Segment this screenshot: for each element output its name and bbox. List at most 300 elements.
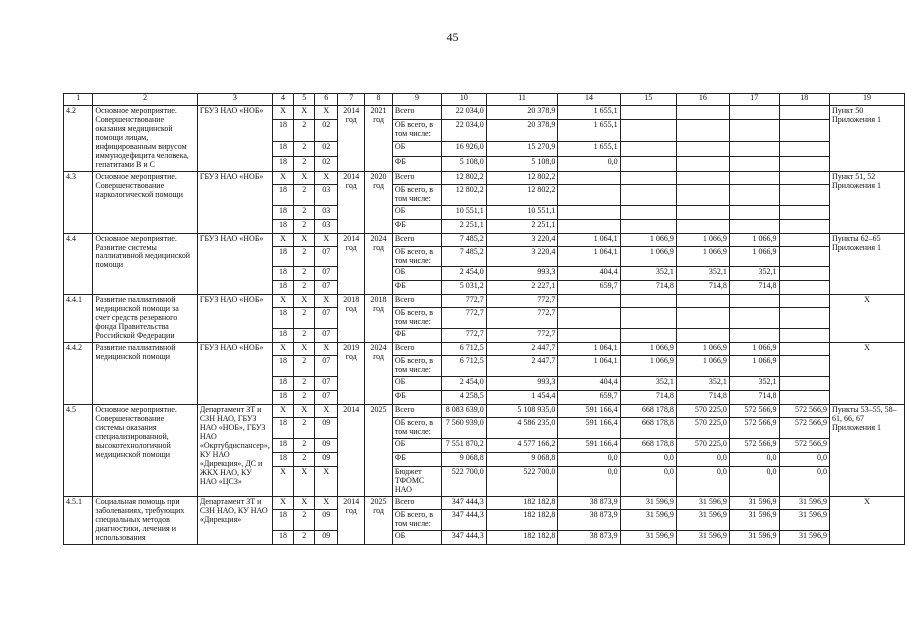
amount-cell: 38 873,9 [558, 530, 620, 544]
activity-name-cell: Основное мероприятие. Совершенствование системы оказания специализированной, высокотехнологичной медицинской помощи [93, 405, 197, 497]
code-cell: Х [294, 405, 315, 418]
code-cell: 2 [294, 156, 315, 171]
amount-cell: 714,8 [620, 281, 676, 295]
column-number-7: 7 [338, 94, 365, 106]
executor-cell: ГБУЗ НАО «НОБ» [197, 295, 272, 343]
code-cell: 07 [315, 329, 338, 343]
table-row [64, 171, 905, 184]
amount-cell: 668 178,8 [620, 418, 676, 439]
amount-cell: 772,7 [442, 295, 487, 308]
column-number-2: 2 [93, 94, 197, 106]
amount-cell: 659,7 [558, 391, 620, 405]
column-number-18: 18 [779, 94, 829, 106]
amount-cell: 993,3 [486, 267, 558, 281]
reference-note-cell: Пункты 53–55, 58–61, 66, 67 Приложения 1 [829, 405, 904, 497]
code-cell: 18 [272, 391, 293, 405]
amount-cell [779, 343, 829, 356]
funding-source-cell: ФБ [392, 329, 441, 343]
amount-cell [779, 308, 829, 329]
code-cell: 18 [272, 453, 293, 467]
amount-cell: 182 182,8 [486, 510, 558, 531]
code-cell: 07 [315, 281, 338, 295]
code-cell: 09 [315, 439, 338, 453]
code-cell: 2 [294, 184, 315, 205]
amount-cell: 714,8 [729, 391, 779, 405]
column-number-11: 11 [486, 94, 558, 106]
code-cell: 02 [315, 141, 338, 156]
code-cell: 2 [294, 530, 315, 544]
amount-cell: 4 577 166,2 [486, 439, 558, 453]
table-row [64, 405, 905, 418]
funding-source-cell: ОБ всего, в том числе: [392, 356, 441, 377]
amount-cell [779, 246, 829, 267]
budget-table [63, 93, 905, 545]
code-cell: 18 [272, 510, 293, 531]
code-cell: 18 [272, 141, 293, 156]
funding-source-cell: ФБ [392, 453, 441, 467]
funding-source-cell: ОБ всего, в том числе: [392, 184, 441, 205]
amount-cell: 0,0 [558, 467, 620, 497]
amount-cell: 772,7 [442, 308, 487, 329]
amount-cell: 2 251,1 [442, 219, 487, 233]
column-number-10: 10 [442, 94, 487, 106]
column-number-14: 14 [558, 94, 620, 106]
amount-cell: 22 034,0 [442, 106, 487, 120]
code-cell: 2 [294, 453, 315, 467]
amount-cell [676, 171, 729, 184]
amount-cell: 1 064,1 [558, 233, 620, 246]
amount-cell [558, 308, 620, 329]
amount-cell [620, 171, 676, 184]
amount-cell: 572 566,9 [779, 405, 829, 418]
code-cell: Х [294, 343, 315, 356]
code-cell: 18 [272, 356, 293, 377]
amount-cell [558, 219, 620, 233]
amount-cell [729, 171, 779, 184]
start-year-cell: 2014 год [338, 171, 365, 233]
amount-cell: 1 066,9 [729, 343, 779, 356]
reference-note-cell: Пункты 62–65 Приложения 1 [829, 233, 904, 295]
code-cell: 09 [315, 510, 338, 531]
amount-cell: 10 551,1 [486, 205, 558, 219]
amount-cell: 0,0 [558, 156, 620, 171]
column-number-row [64, 94, 905, 106]
amount-cell: 668 178,8 [620, 439, 676, 453]
amount-cell: 38 873,9 [558, 497, 620, 510]
activity-name-cell: Основное мероприятие. Развитие системы паллиативной медицинской помощи [93, 233, 197, 295]
amount-cell [779, 156, 829, 171]
amount-cell [676, 156, 729, 171]
amount-cell: 0,0 [676, 467, 729, 497]
code-cell: 18 [272, 329, 293, 343]
amount-cell [729, 141, 779, 156]
amount-cell: 2 454,0 [442, 267, 487, 281]
amount-cell: 20 378,9 [486, 119, 558, 141]
amount-cell: 772,7 [486, 308, 558, 329]
funding-source-cell: ОБ [392, 267, 441, 281]
amount-cell: 7 485,2 [442, 246, 487, 267]
reference-note-cell: Пункт 50 Приложения 1 [829, 106, 904, 172]
row-number-cell: 4.4.1 [64, 295, 93, 343]
amount-cell: 1 066,9 [729, 356, 779, 377]
amount-cell: 0,0 [620, 467, 676, 497]
start-year-cell: 2019 год [338, 343, 365, 405]
column-number-4: 4 [272, 94, 293, 106]
amount-cell: 404,4 [558, 377, 620, 391]
amount-cell [620, 156, 676, 171]
amount-cell: 1 064,1 [558, 343, 620, 356]
column-number-9: 9 [392, 94, 441, 106]
code-cell: 07 [315, 377, 338, 391]
funding-source-cell: Бюджет ТФОМС НАО [392, 467, 441, 497]
amount-cell: 3 220,4 [486, 233, 558, 246]
amount-cell: 570 225,0 [676, 439, 729, 453]
funding-source-cell: Всего [392, 233, 441, 246]
funding-source-cell: Всего [392, 171, 441, 184]
activity-name-cell: Социальная помощь при заболеваниях, требующих специальных методов диагностики, лечения и использования [93, 497, 197, 545]
amount-cell: 2 447,7 [486, 343, 558, 356]
amount-cell: 7 485,2 [442, 233, 487, 246]
code-cell: 18 [272, 119, 293, 141]
amount-cell [558, 184, 620, 205]
funding-source-cell: ОБ всего, в том числе: [392, 246, 441, 267]
code-cell: 02 [315, 156, 338, 171]
amount-cell: 1 066,9 [729, 233, 779, 246]
amount-cell: 572 566,9 [779, 418, 829, 439]
amount-cell [620, 119, 676, 141]
amount-cell: 22 034,0 [442, 119, 487, 141]
table-row [64, 343, 905, 356]
code-cell: Х [272, 295, 293, 308]
amount-cell [729, 219, 779, 233]
code-cell: 07 [315, 391, 338, 405]
start-year-cell: 2014 год [338, 233, 365, 295]
amount-cell: 0,0 [779, 453, 829, 467]
amount-cell: 0,0 [620, 453, 676, 467]
end-year-cell: 2024 год [365, 233, 393, 295]
amount-cell [729, 205, 779, 219]
amount-cell: 404,4 [558, 267, 620, 281]
table-row [64, 106, 905, 120]
funding-source-cell: Всего [392, 295, 441, 308]
amount-cell: 352,1 [729, 377, 779, 391]
code-cell: 03 [315, 219, 338, 233]
amount-cell: 9 068,8 [442, 453, 487, 467]
funding-source-cell: ОБ [392, 141, 441, 156]
amount-cell [620, 106, 676, 120]
amount-cell: 1 066,9 [676, 343, 729, 356]
amount-cell: 352,1 [676, 267, 729, 281]
amount-cell: 16 926,0 [442, 141, 487, 156]
reference-note-cell: Пункт 51, 52 Приложения 1 [829, 171, 904, 233]
amount-cell: 572 566,9 [729, 439, 779, 453]
funding-source-cell: ОБ всего, в том числе: [392, 119, 441, 141]
code-cell: 2 [294, 356, 315, 377]
amount-cell: 5 108 935,0 [486, 405, 558, 418]
amount-cell: 8 083 639,0 [442, 405, 487, 418]
amount-cell [779, 391, 829, 405]
end-year-cell: 2024 год [365, 343, 393, 405]
code-cell: Х [294, 497, 315, 510]
amount-cell: 3 220,4 [486, 246, 558, 267]
column-number-6: 6 [315, 94, 338, 106]
amount-cell: 572 566,9 [779, 439, 829, 453]
funding-source-cell: ФБ [392, 281, 441, 295]
amount-cell: 352,1 [620, 267, 676, 281]
amount-cell: 31 596,9 [620, 530, 676, 544]
amount-cell: 572 566,9 [729, 405, 779, 418]
amount-cell: 772,7 [486, 295, 558, 308]
code-cell: 07 [315, 246, 338, 267]
amount-cell: 347 444,3 [442, 530, 487, 544]
end-year-cell: 2021 год [365, 106, 393, 172]
amount-cell: 182 182,8 [486, 530, 558, 544]
amount-cell [779, 267, 829, 281]
end-year-cell: 2020 год [365, 171, 393, 233]
activity-name-cell: Развитие паллиативной медицинской помощи [93, 343, 197, 405]
end-year-cell: 2018 год [365, 295, 393, 343]
code-cell: 2 [294, 267, 315, 281]
funding-source-cell: ОБ [392, 530, 441, 544]
code-cell: Х [294, 467, 315, 497]
start-year-cell: 2014 [338, 405, 365, 497]
amount-cell [779, 281, 829, 295]
start-year-cell: 2014 год [338, 106, 365, 172]
funding-source-cell: Всего [392, 405, 441, 418]
amount-cell: 591 166,4 [558, 405, 620, 418]
start-year-cell: 2014 год [338, 497, 365, 545]
page-number: 45 [446, 30, 459, 44]
amount-cell: 1 655,1 [558, 106, 620, 120]
code-cell: 2 [294, 205, 315, 219]
funding-source-cell: ФБ [392, 219, 441, 233]
table-row [64, 233, 905, 246]
amount-cell: 31 596,9 [729, 510, 779, 531]
code-cell: Х [315, 171, 338, 184]
code-cell: 2 [294, 308, 315, 329]
amount-cell [620, 205, 676, 219]
amount-cell [620, 141, 676, 156]
amount-cell: 20 378,9 [486, 106, 558, 120]
amount-cell: 352,1 [620, 377, 676, 391]
amount-cell: 2 227,1 [486, 281, 558, 295]
amount-cell: 1 655,1 [558, 141, 620, 156]
code-cell: 2 [294, 418, 315, 439]
amount-cell: 38 873,9 [558, 510, 620, 531]
amount-cell [676, 295, 729, 308]
amount-cell: 15 270,9 [486, 141, 558, 156]
row-number-cell: 4.3 [64, 171, 93, 233]
amount-cell [676, 219, 729, 233]
amount-cell: 347 444,3 [442, 497, 487, 510]
amount-cell [779, 377, 829, 391]
funding-source-cell: ОБ всего, в том числе: [392, 308, 441, 329]
reference-note-cell: Х [829, 295, 904, 343]
code-cell: Х [315, 295, 338, 308]
code-cell: Х [272, 106, 293, 120]
column-number-19: 19 [829, 94, 904, 106]
code-cell: 09 [315, 530, 338, 544]
amount-cell [676, 119, 729, 141]
amount-cell [729, 106, 779, 120]
amount-cell: 570 225,0 [676, 405, 729, 418]
amount-cell: 714,8 [729, 281, 779, 295]
amount-cell [729, 329, 779, 343]
amount-cell [779, 205, 829, 219]
amount-cell [729, 156, 779, 171]
code-cell: 2 [294, 281, 315, 295]
amount-cell [676, 205, 729, 219]
amount-cell: 522 700,0 [486, 467, 558, 497]
code-cell: 2 [294, 329, 315, 343]
amount-cell: 1 066,9 [676, 233, 729, 246]
amount-cell: 0,0 [676, 453, 729, 467]
amount-cell [620, 184, 676, 205]
amount-cell: 591 166,4 [558, 439, 620, 453]
code-cell: 09 [315, 418, 338, 439]
table-row [64, 295, 905, 308]
code-cell: 2 [294, 219, 315, 233]
start-year-cell: 2018 год [338, 295, 365, 343]
amount-cell: 1 064,1 [558, 356, 620, 377]
amount-cell [779, 295, 829, 308]
amount-cell: 7 551 870,2 [442, 439, 487, 453]
code-cell: Х [272, 467, 293, 497]
amount-cell [676, 106, 729, 120]
code-cell: 18 [272, 281, 293, 295]
row-number-cell: 4.4.2 [64, 343, 93, 405]
code-cell: Х [315, 467, 338, 497]
table-body [64, 106, 905, 545]
amount-cell [779, 356, 829, 377]
amount-cell: 0,0 [729, 453, 779, 467]
code-cell: Х [315, 497, 338, 510]
code-cell: Х [315, 106, 338, 120]
activity-name-cell: Развитие паллиативной медицинской помощи за счет средств резервного фонда Правительства Российской Федерации [93, 295, 197, 343]
funding-source-cell: Всего [392, 106, 441, 120]
amount-cell: 12 802,2 [486, 171, 558, 184]
amount-cell: 772,7 [442, 329, 487, 343]
activity-name-cell: Основное мероприятие. Совершенствование оказания медицинской помощи лицам, инфицированным вирусом иммунодефицита человека, гепатитами В и С [93, 106, 197, 172]
amount-cell: 1 454,4 [486, 391, 558, 405]
code-cell: Х [294, 106, 315, 120]
funding-source-cell: Всего [392, 343, 441, 356]
code-cell: Х [272, 171, 293, 184]
funding-source-cell: ФБ [392, 156, 441, 171]
amount-cell [676, 141, 729, 156]
amount-cell: 714,8 [676, 281, 729, 295]
code-cell: Х [272, 405, 293, 418]
amount-cell [620, 329, 676, 343]
amount-cell [779, 184, 829, 205]
row-number-cell: 4.2 [64, 106, 93, 172]
amount-cell: 31 596,9 [620, 510, 676, 531]
amount-cell: 714,8 [676, 391, 729, 405]
executor-cell: ГБУЗ НАО «НОБ» [197, 106, 272, 172]
column-number-3: 3 [197, 94, 272, 106]
code-cell: 2 [294, 377, 315, 391]
row-number-cell: 4.4 [64, 233, 93, 295]
amount-cell: 1 066,9 [620, 356, 676, 377]
amount-cell: 10 551,1 [442, 205, 487, 219]
amount-cell: 31 596,9 [729, 497, 779, 510]
amount-cell [729, 184, 779, 205]
funding-source-cell: ОБ всего, в том числе: [392, 510, 441, 531]
end-year-cell: 2025 год [365, 497, 393, 545]
end-year-cell: 2025 [365, 405, 393, 497]
column-number-16: 16 [676, 94, 729, 106]
amount-cell: 4 586 235,0 [486, 418, 558, 439]
amount-cell: 993,3 [486, 377, 558, 391]
code-cell: Х [294, 233, 315, 246]
code-cell: Х [315, 233, 338, 246]
amount-cell: 6 712,5 [442, 356, 487, 377]
executor-cell: ГБУЗ НАО «НОБ» [197, 343, 272, 405]
code-cell: 18 [272, 184, 293, 205]
reference-note-cell: Х [829, 343, 904, 405]
amount-cell: 4 258,5 [442, 391, 487, 405]
amount-cell [558, 171, 620, 184]
amount-cell: 12 802,2 [442, 184, 487, 205]
funding-source-cell: ОБ [392, 439, 441, 453]
amount-cell [779, 233, 829, 246]
activity-name-cell: Основное мероприятие. Совершенствование наркологической помощи [93, 171, 197, 233]
amount-cell: 352,1 [676, 377, 729, 391]
column-number-8: 8 [365, 94, 393, 106]
amount-cell [620, 295, 676, 308]
code-cell: 18 [272, 377, 293, 391]
amount-cell: 1 066,9 [620, 343, 676, 356]
funding-source-cell: Всего [392, 497, 441, 510]
row-number-cell: 4.5 [64, 405, 93, 497]
amount-cell [620, 219, 676, 233]
code-cell: 18 [272, 156, 293, 171]
funding-source-cell: ФБ [392, 391, 441, 405]
code-cell: Х [272, 497, 293, 510]
code-cell: 2 [294, 246, 315, 267]
amount-cell: 31 596,9 [620, 497, 676, 510]
amount-cell [729, 295, 779, 308]
code-cell: 03 [315, 205, 338, 219]
code-cell: 03 [315, 184, 338, 205]
amount-cell: 1 066,9 [676, 356, 729, 377]
amount-cell: 522 700,0 [442, 467, 487, 497]
executor-cell: Департамент ЗТ и СЗН НАО, ГБУЗ НАО «НОБ», ГБУЗ НАО «Окртубдиспансер», КУ НАО «Дирекция», ДС и ЖКХ НАО, КУ НАО «ЦСЗ» [197, 405, 272, 497]
code-cell: 18 [272, 308, 293, 329]
funding-source-cell: ОБ всего, в том числе: [392, 418, 441, 439]
amount-cell: 659,7 [558, 281, 620, 295]
table-row [64, 497, 905, 510]
code-cell: 18 [272, 205, 293, 219]
executor-cell: ГБУЗ НАО «НОБ» [197, 233, 272, 295]
amount-cell: 5 108,0 [442, 156, 487, 171]
row-number-cell: 4.5.1 [64, 497, 93, 545]
amount-cell: 182 182,8 [486, 497, 558, 510]
amount-cell [620, 308, 676, 329]
amount-cell: 5 031,2 [442, 281, 487, 295]
executor-cell: Департамент ЗТ и СЗН НАО, КУ НАО «Дирекция» [197, 497, 272, 545]
code-cell: 2 [294, 391, 315, 405]
code-cell: 2 [294, 141, 315, 156]
amount-cell: 668 178,8 [620, 405, 676, 418]
amount-cell: 12 802,2 [486, 184, 558, 205]
column-number-15: 15 [620, 94, 676, 106]
amount-cell: 0,0 [729, 467, 779, 497]
amount-cell [779, 219, 829, 233]
code-cell: 18 [272, 439, 293, 453]
column-number-5: 5 [294, 94, 315, 106]
amount-cell [779, 329, 829, 343]
